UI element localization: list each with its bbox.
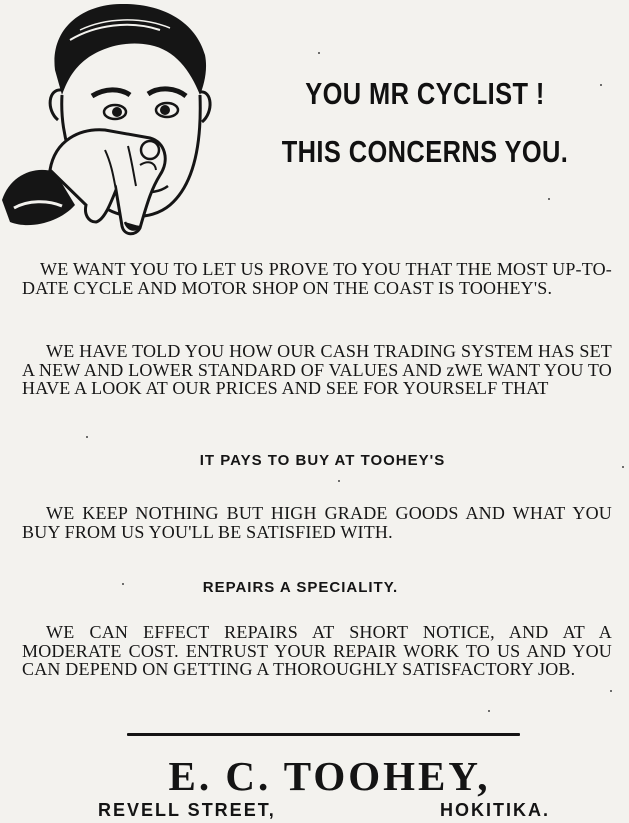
pointing-man-illustration	[0, 0, 215, 240]
paragraph-prove-to-you: WE WANT YOU TO LET US PROVE TO YOU THAT THE MOST UP-TO-DATE CYCLE AND MOTOR SHOP ON THE COAST IS TOOHEY'S.	[22, 259, 612, 298]
paragraph-repairs-notice: WE CAN EFFECT REPAIRS AT SHORT NOTICE, AND AT A MODERATE COST. ENTRUST YOUR REPAIR WORK TO US AND YOU CAN DEPEND ON GETTING A THOROUGHLY SATISFACTORY JOB.	[22, 622, 612, 679]
subheading-it-pays: IT PAYS TO BUY AT TOOHEY'S	[199, 452, 446, 469]
print-speck	[600, 84, 602, 86]
paragraph-cash-trading: WE HAVE TOLD YOU HOW OUR CASH TRADING SYSTEM HAS SET A NEW AND LOWER STANDARD OF VALUES AND zWE WANT YOU TO HAVE A LOOK AT OUR PRICES AND SEE FOR YOURSELF THAT	[22, 341, 612, 398]
address-town: HOKITIKA.	[440, 800, 550, 820]
address-street: REVELL STREET,	[98, 800, 276, 820]
print-speck	[318, 52, 320, 54]
proprietor-name: E. C. TOOHEY,	[168, 753, 491, 799]
print-speck	[488, 710, 490, 712]
print-speck	[338, 480, 340, 482]
subheading-repairs: REPAIRS A SPECIALITY.	[202, 579, 399, 596]
print-speck	[610, 690, 612, 692]
headline-line-1: YOU MR CYCLIST !	[305, 76, 545, 111]
print-speck	[548, 198, 550, 200]
divider-rule	[127, 733, 520, 736]
headline-line-2: THIS CONCERNS YOU.	[281, 134, 569, 169]
print-speck	[86, 436, 88, 438]
paragraph-high-grade-goods: WE KEEP NOTHING BUT HIGH GRADE GOODS AND WHAT YOU BUY FROM US YOU'LL BE SATISFIED WITH.	[22, 503, 612, 542]
